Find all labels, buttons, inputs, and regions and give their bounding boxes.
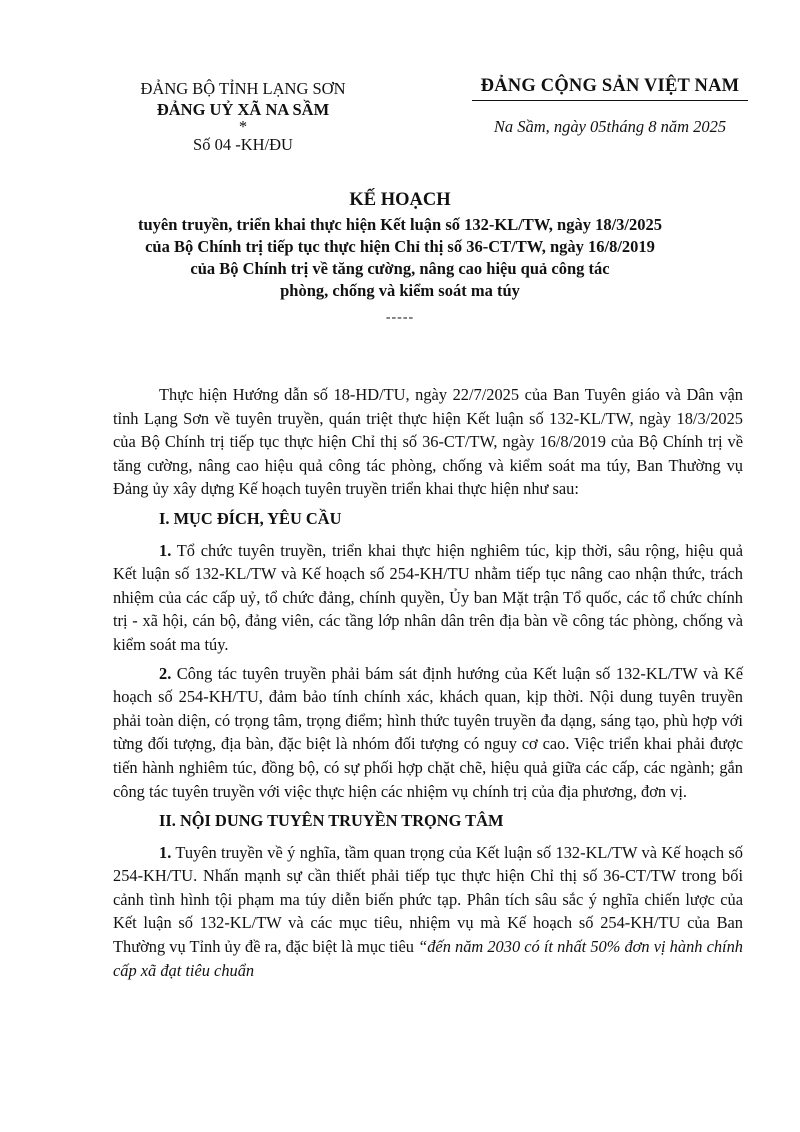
paragraph-text: Tổ chức tuyên truyền, triển khai thực hiện nghiêm túc, kịp thời, sâu rộng, hiệu quả Kết luận số 132-KL/TW và Kế hoạch số 254-KH/TU nhằm tiếp tục nâng cao nhận thức, trách nhiệm của các cấp uỷ, tổ chức đảng, chính quyền, Ủy ban Mặt trận Tổ quốc, các tổ chức chính trị - xã hội, cán bộ, đảng viên, các tầng lớp nhân dân trên địa bàn về công tác phòng, chống và kiểm soát ma túy.: [113, 540, 743, 654]
section1-paragraph-2: [113, 662, 743, 804]
section-heading-2: II. NỘI DUNG TUYÊN TRUYỀN TRỌNG TÂM: [159, 811, 504, 831]
document-title: KẾ HOẠCH: [349, 190, 451, 210]
document-number: Số 04 -KH/ĐU: [193, 135, 293, 154]
intro-paragraph: Thực hiện Hướng dẫn số 18-HD/TU, ngày 22/7/2025 của Ban Tuyên giáo và Dân vận tỉnh Lạng Sơn về tuyên truyền, quán triệt thực hiện Kết luận số 132-KL/TW, ngày 18/3/2025 của Bộ Chính trị tiếp tục thực hiện Chỉ thị số 36-CT/TW, ngày 16/8/2019 của Bộ Chính trị về tăng cường, nâng cao hiệu quả công tác phòng, chống và kiểm soát ma túy, Ban Thường vụ Đảng ủy xây dựng Kế hoạch tuyên truyền triển khai thực hiện như sau:: [113, 385, 743, 499]
agency-parent: ĐẢNG BỘ TỈNH LẠNG SƠN: [140, 79, 346, 98]
paragraph-number: 1.: [159, 540, 172, 560]
national-header-block: [450, 76, 770, 137]
section1-paragraph-1: [113, 539, 743, 657]
document-title-block: [90, 190, 710, 326]
agency-name: ĐẢNG UỶ XÃ NA SẦM: [156, 100, 330, 119]
paragraph-number: 1.: [159, 842, 172, 862]
section2-paragraph-1: [113, 841, 743, 983]
party-name-underline: [472, 100, 748, 101]
title-line-4: phòng, chống và kiểm soát ma túy: [280, 281, 520, 300]
document-body: [113, 383, 743, 987]
title-line-2: của Bộ Chính trị tiếp tục thực hiện Chỉ thị số 36-CT/TW, ngày 16/8/2019: [145, 237, 655, 256]
party-name: ĐẢNG CỘNG SẢN VIỆT NAM: [480, 76, 740, 96]
paragraph-text: Tuyên truyền về ý nghĩa, tầm quan trọng của Kết luận số 132-KL/TW và Kế hoạch số 254-KH/TU. Nhấn mạnh sự cần thiết phải tiếp tục thực hiện Chỉ thị số 36-CT/TW trong bối cảnh tình hình tội phạm ma túy diễn biến phức tạp. Phân tích sâu sắc ý nghĩa chiến lược của Kết luận số 132-KL/TW và các mục tiêu, nhiệm vụ mà Kế hoạch số 254-KH/TU của Ban Thường vụ Tỉnh ủy đề ra, đặc biệt là mục tiêu: [113, 842, 743, 957]
paragraph-text: Công tác tuyên truyền phải bám sát định hướng của Kết luận số 132-KL/TW và Kế hoạch số 254-KH/TU, đảm bảo tính chính xác, khách quan, kịp thời. Nội dung tuyên truyền phải toàn diện, có trọng tâm, trọng điểm; hình thức tuyên truyền đa dạng, sáng tạo, phù hợp với từng đối tượng, địa bàn, đặc biệt là nhóm đối tượng có nguy cơ cao. Việc triển khai phải được tiến hành nghiêm túc, đồng bộ, có sự phối hợp chặt chẽ, hiệu quả giữa các cấp, các ngành; gắn công tác tuyên truyền với việc thực hiện các nhiệm vụ chính trị của địa phương, đơn vị.: [113, 663, 743, 801]
place-date: Na Sầm, ngày 05tháng 8 năm 2025: [493, 117, 727, 136]
section-heading-1: I. MỤC ĐÍCH, YÊU CẦU: [159, 508, 342, 528]
title-separator: -----: [385, 310, 415, 325]
issuing-agency-block: [108, 78, 378, 155]
title-line-1: tuyên truyền, triển khai thực hiện Kết luận số 132-KL/TW, ngày 18/3/2025: [137, 215, 663, 234]
quoted-target: “đến năm 2030 có ít nhất 50% đơn vị hành chính cấp xã đạt tiêu chuẩn: [113, 937, 743, 980]
paragraph-number: 2.: [159, 663, 172, 683]
star-mark: *: [238, 117, 248, 136]
title-line-3: của Bộ Chính trị về tăng cường, nâng cao hiệu quả công tác: [190, 259, 610, 278]
